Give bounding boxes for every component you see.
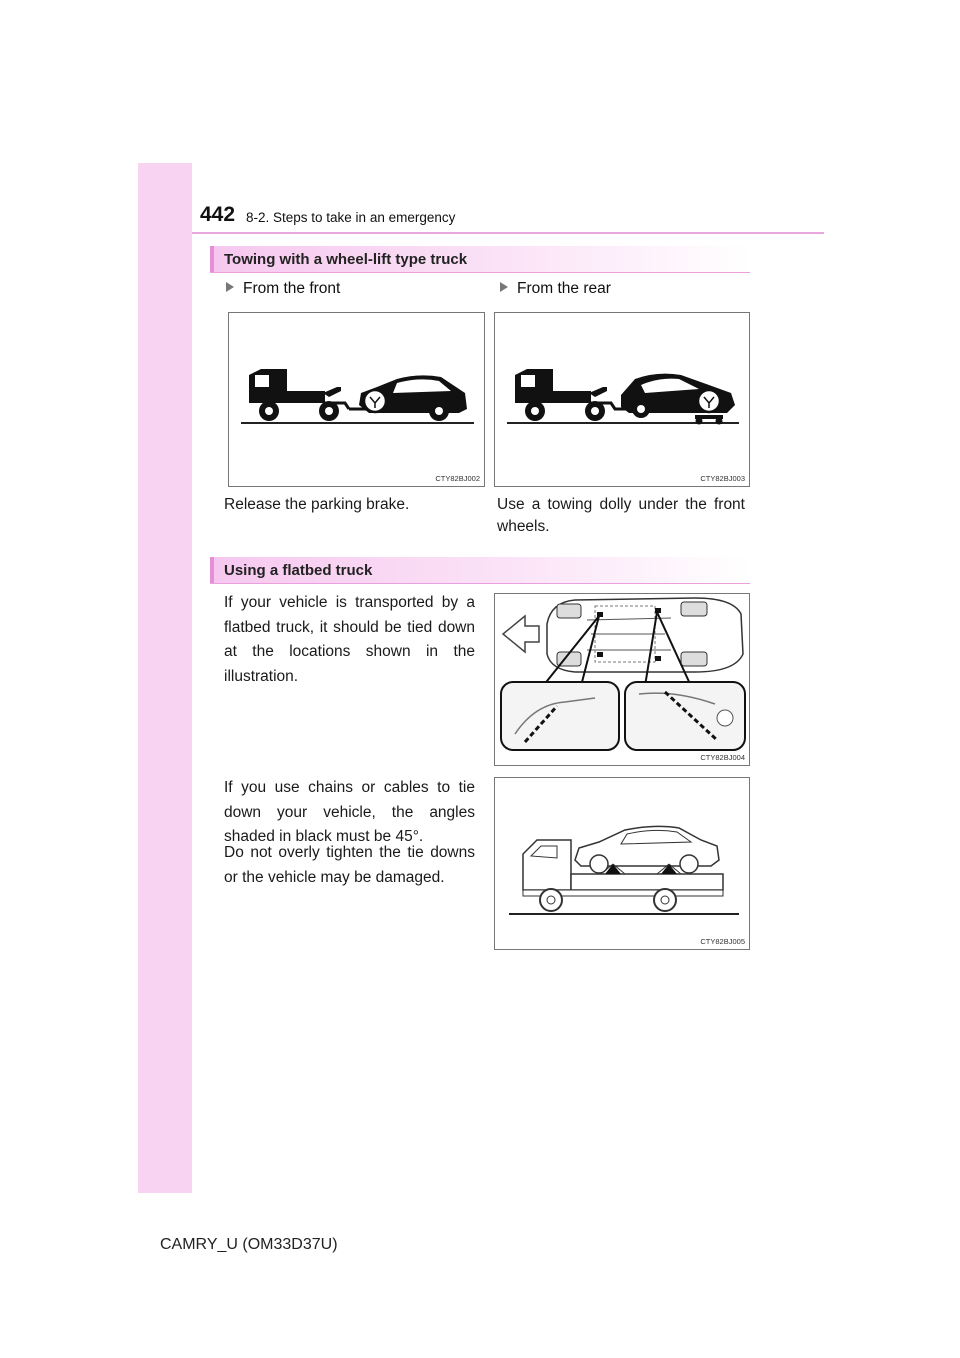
paragraph-flatbed-tiedown: If your vehicle is transported by a flatbed truck, it should be tied down at the locations shown in the illustration.	[224, 594, 475, 685]
chapter-title: 8-2. Steps to take in an emergency	[246, 210, 456, 225]
bullet-from-front	[226, 280, 340, 298]
page-number: 442	[200, 203, 236, 226]
figure-flatbed-truck	[494, 777, 750, 950]
paragraph-do-not-overtighten: Do not overly tighten the tie downs or the vehicle may be damaged.	[224, 844, 475, 886]
section-title: Towing with a wheel-lift type truck	[224, 251, 468, 268]
section-heading-flatbed	[210, 557, 750, 584]
figure-code: CTY82BJ003	[700, 474, 745, 483]
figure-code: CTY82BJ002	[435, 474, 480, 483]
figure-tow-front	[228, 312, 485, 487]
bullet-label: From the front	[243, 280, 341, 297]
footer-model-code: CAMRY_U (OM33D37U)	[160, 1236, 338, 1253]
figure-code: CTY82BJ004	[700, 753, 745, 762]
bullet-arrow-icon	[226, 282, 234, 292]
flatbed-truck-illustration	[495, 778, 750, 950]
section-heading-wheel-lift	[210, 246, 750, 273]
caption-front: Release the parking brake.	[224, 496, 410, 513]
bullet-label: From the rear	[517, 280, 611, 297]
bullet-from-rear	[500, 280, 611, 298]
page-sidebar-tab	[138, 163, 192, 1193]
caption-rear: Use a towing dolly under the front wheels.	[497, 496, 745, 535]
underside-tiedown-illustration	[495, 594, 750, 766]
figure-tiedown-locations	[494, 593, 750, 766]
figure-code: CTY82BJ005	[700, 937, 745, 946]
tow-truck-rear-illustration	[495, 313, 750, 487]
header-rule	[192, 232, 824, 234]
bullet-arrow-icon	[500, 282, 508, 292]
section-title: Using a flatbed truck	[224, 562, 373, 579]
figure-tow-rear	[494, 312, 750, 487]
tow-truck-front-illustration	[229, 313, 485, 487]
paragraph-chain-angle: If you use chains or cables to tie down your vehicle, the angles shaded in black must be 45°.	[224, 779, 475, 845]
